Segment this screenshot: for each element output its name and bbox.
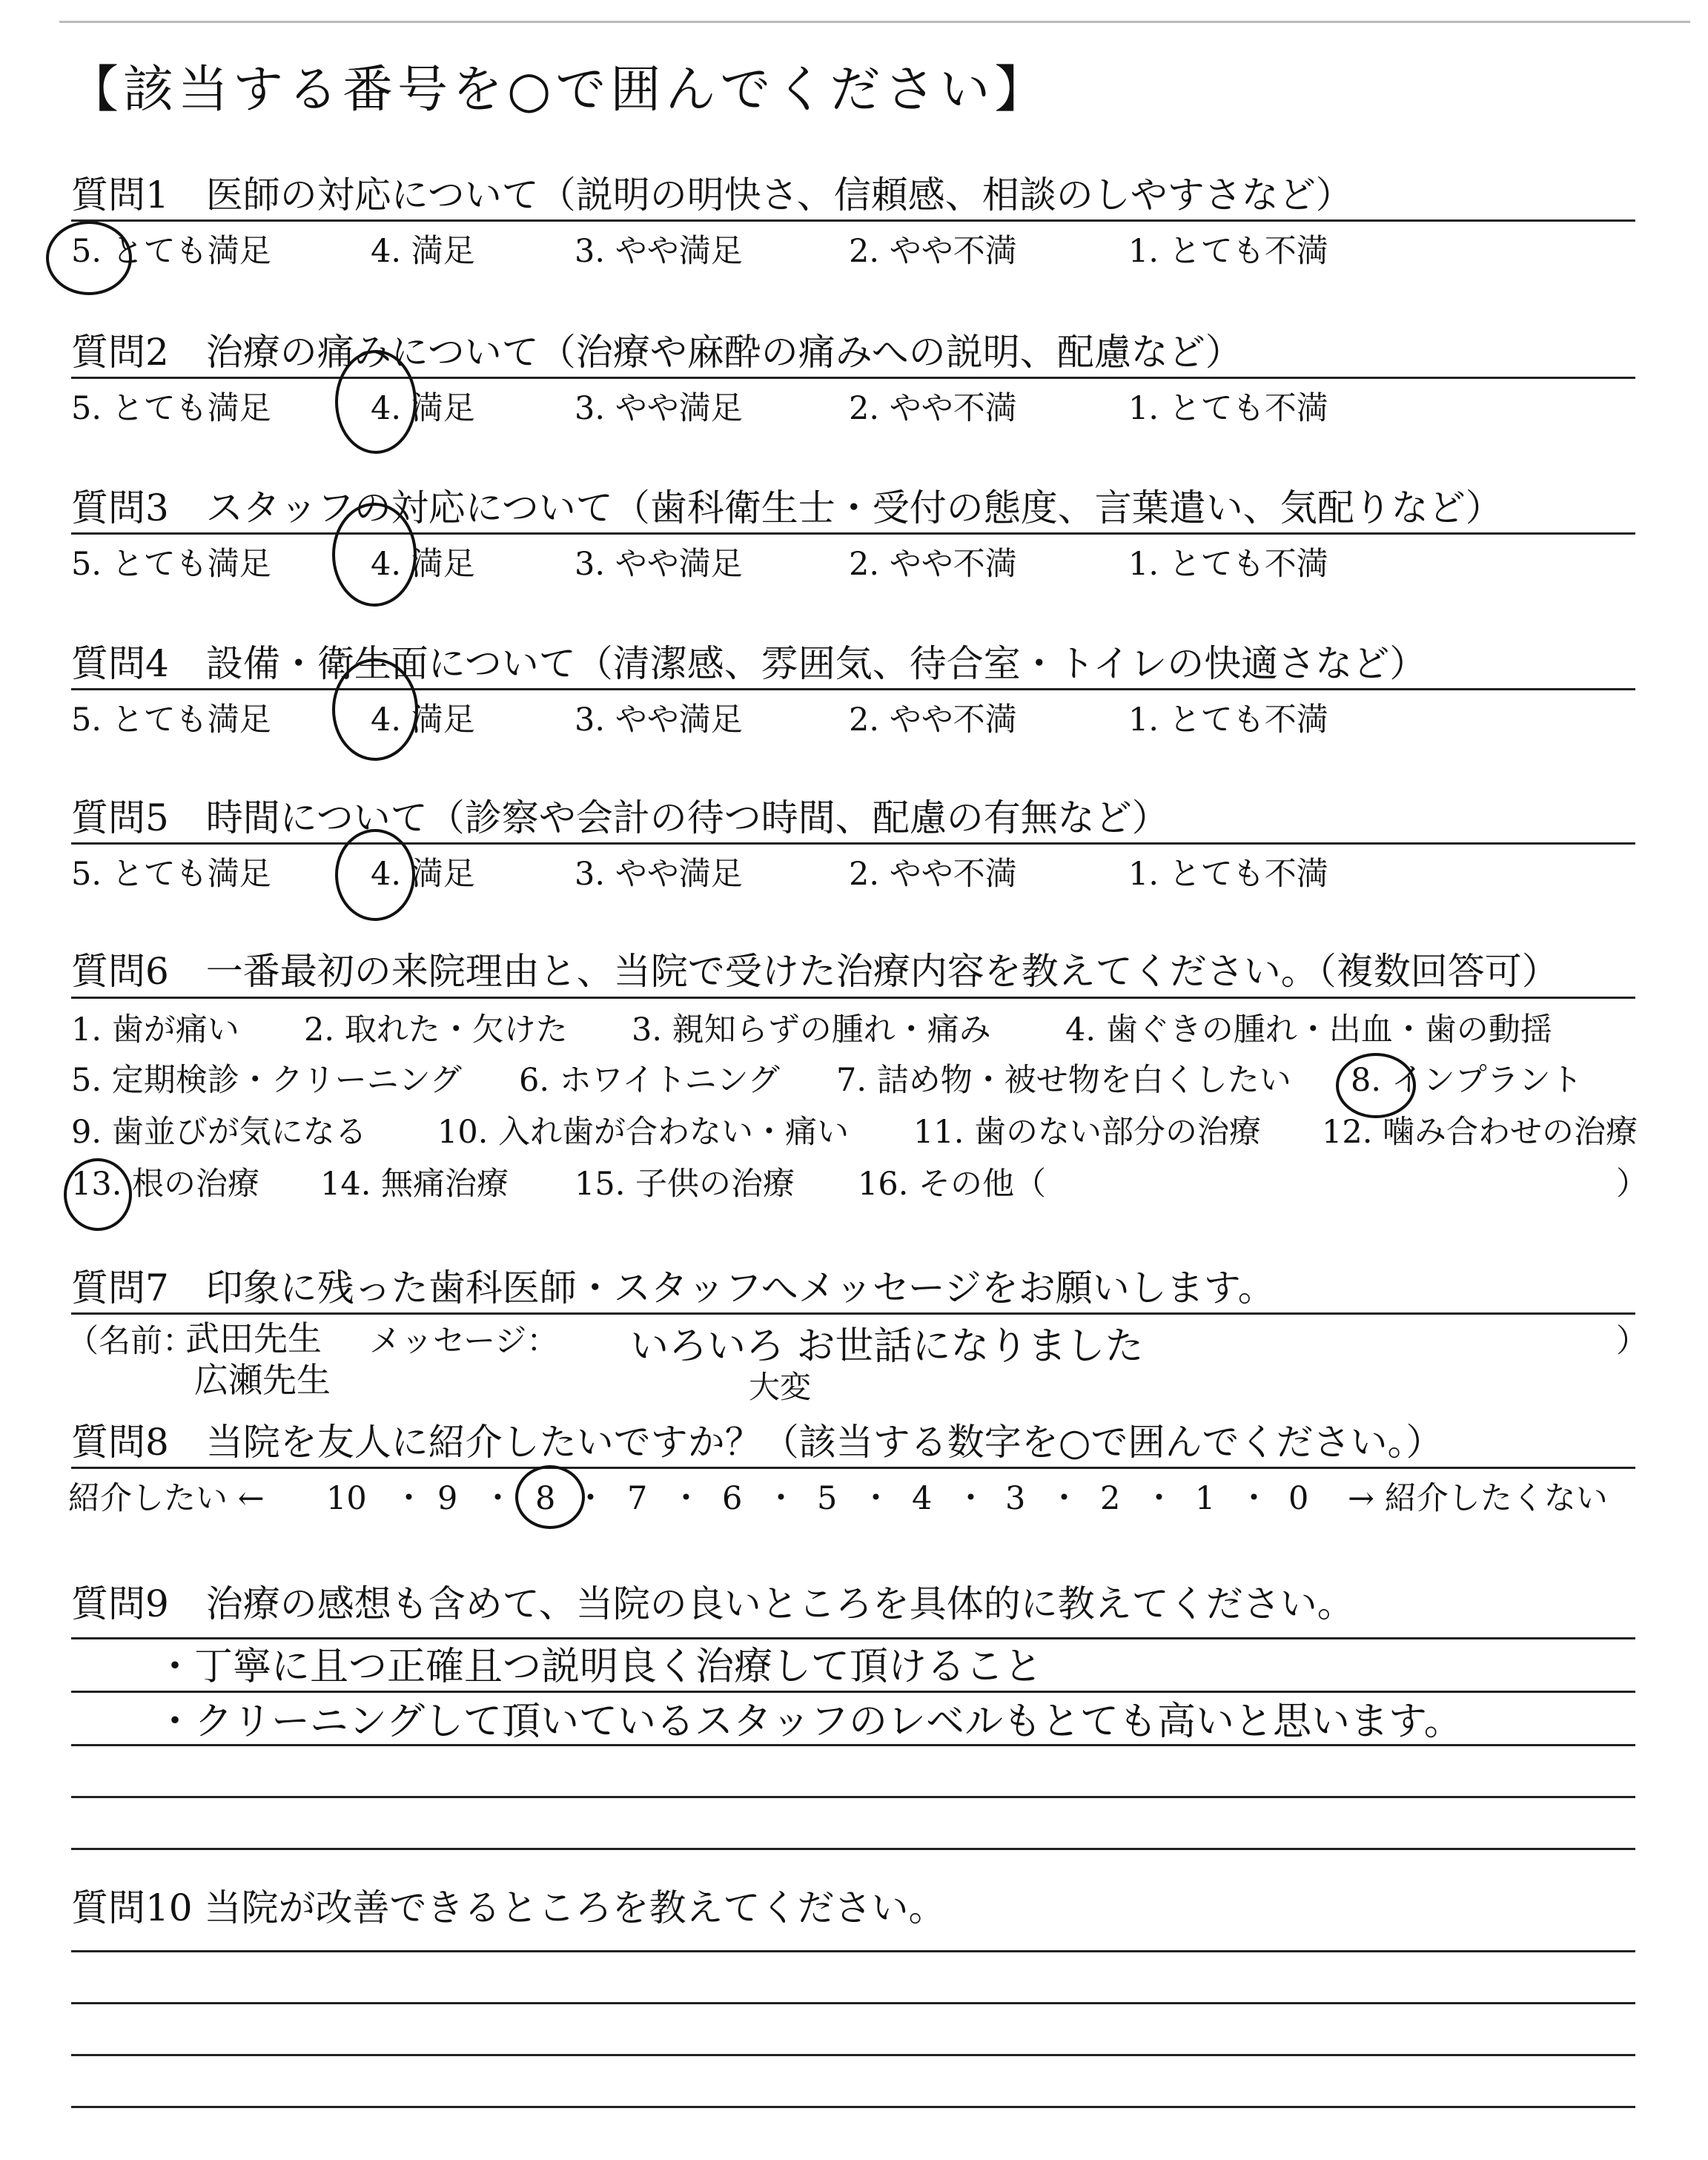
q6-option-1[interactable]: 1. 歯が痛い [71, 1011, 239, 1048]
q2-option-5[interactable]: 5. とても満足 [71, 390, 271, 427]
q6-option-4[interactable]: 4. 歯ぐきの腫れ・出血・歯の動揺 [1065, 1011, 1552, 1048]
q5-selected-circle [335, 829, 415, 921]
q2-title: 質問2 治療の痛みについて（治療や麻酔の痛みへの説明、配慮など） [71, 331, 1242, 374]
q6-option-7[interactable]: 7. 詰め物・被せ物を白くしたい [836, 1062, 1291, 1099]
q4-option-4[interactable]: 4. 満足 [371, 701, 475, 739]
q2-option-3[interactable]: 3. やや満足 [575, 390, 743, 427]
q6-title: 質問6 一番最初の来院理由と、当院で受けた治療内容を教えてください。（複数回答可） [71, 950, 1559, 993]
q1-option-4[interactable]: 4. 満足 [371, 233, 475, 270]
top-border [59, 21, 1690, 23]
q9-answer-1: ・丁寧に且つ正確且つ説明良く治療して頂けること [156, 1645, 1043, 1689]
q10-line-4 [71, 2106, 1635, 2108]
q8-sep-10: ・ [1238, 1480, 1270, 1517]
q8-num-0[interactable]: 0 [1288, 1480, 1309, 1517]
q9-line-2 [71, 1691, 1635, 1693]
q8-left-label: 紹介したい ← [68, 1480, 265, 1517]
q9-answer-2: ・クリーニングして頂いているスタッフのレベルもとても高いと思います。 [156, 1700, 1463, 1744]
q8-num-8[interactable]: 8 [535, 1480, 556, 1517]
q1-title: 質問1 医師の対応について（説明の明快さ、信頼感、相談のしやすさなど） [71, 174, 1353, 217]
q8-num-6[interactable]: 6 [722, 1480, 743, 1517]
q10-line-2 [71, 2002, 1635, 2004]
q1-selected-circle [46, 221, 132, 295]
q8-sep-7: ・ [955, 1480, 987, 1517]
q8-rule [71, 1467, 1635, 1469]
q3-option-5[interactable]: 5. とても満足 [71, 546, 271, 583]
q3-title: 質問3 スタッフの対応について（歯科衛生士・受付の態度、言葉遣い、気配りなど） [71, 486, 1503, 529]
q4-selected-circle [332, 658, 418, 761]
q8-sep-3: ・ [575, 1480, 606, 1517]
q4-option-3[interactable]: 3. やや満足 [575, 701, 743, 739]
q6-option-2[interactable]: 2. 取れた・欠けた [304, 1011, 568, 1048]
q3-option-2[interactable]: 2. やや不満 [849, 546, 1017, 583]
q9-title: 質問9 治療の感想も含めて、当院の良いところを具体的に教えてください。 [71, 1582, 1354, 1625]
q4-option-1[interactable]: 1. とても不満 [1128, 701, 1328, 739]
q9-line-5 [71, 1848, 1635, 1850]
q5-option-1[interactable]: 1. とても不満 [1128, 856, 1328, 893]
q6-option-14[interactable]: 14. 無痛治療 [320, 1166, 509, 1203]
q7-rule [71, 1312, 1635, 1315]
q2-option-2[interactable]: 2. やや不満 [849, 390, 1017, 427]
q1-option-1[interactable]: 1. とても不満 [1128, 233, 1328, 270]
q8-sep-9: ・ [1143, 1480, 1175, 1517]
q7-name-2: 広瀬先生 [194, 1360, 331, 1400]
q7-close-paren: ） [1616, 1323, 1648, 1360]
q2-option-4[interactable]: 4. 満足 [371, 390, 475, 427]
q10-line-3 [71, 2054, 1635, 2056]
q8-num-7[interactable]: 7 [627, 1480, 648, 1517]
q8-num-1[interactable]: 1 [1195, 1480, 1216, 1517]
q1-option-5[interactable]: 5. とても満足 [71, 233, 271, 270]
q8-num-9[interactable]: 9 [437, 1480, 458, 1517]
q5-title: 質問5 時間について（診察や会計の待つ時間、配慮の有無など） [71, 796, 1169, 839]
q8-num-3[interactable]: 3 [1005, 1480, 1026, 1517]
q8-right-label: → 紹介したくない [1348, 1480, 1608, 1517]
q6-other-close-paren: ） [1616, 1166, 1648, 1203]
q8-sep-5: ・ [765, 1480, 797, 1517]
q7-message-insertion: 大変 [749, 1369, 812, 1405]
q3-selected-circle [332, 503, 417, 607]
q6-rule [71, 997, 1635, 999]
q6-option-5[interactable]: 5. 定期検診・クリーニング [71, 1062, 462, 1099]
q2-rule [71, 377, 1635, 379]
q8-num-5[interactable]: 5 [817, 1480, 838, 1517]
q6-option-10[interactable]: 10. 入れ歯が合わない・痛い [437, 1114, 850, 1151]
q4-rule [71, 688, 1635, 690]
q5-option-3[interactable]: 3. やや満足 [575, 856, 743, 893]
q3-option-4[interactable]: 4. 満足 [371, 546, 475, 583]
q6-option-12[interactable]: 12. 噛み合わせの治療 [1322, 1114, 1638, 1151]
q7-name-1: 武田先生 [185, 1318, 322, 1358]
q8-sep-8: ・ [1048, 1480, 1080, 1517]
q8-sep-1: ・ [393, 1480, 425, 1517]
q1-option-2[interactable]: 2. やや不満 [849, 233, 1017, 270]
q7-message-label: メッセージ： [369, 1323, 559, 1360]
q3-option-3[interactable]: 3. やや満足 [575, 546, 743, 583]
q1-rule [71, 219, 1635, 222]
q3-rule [71, 532, 1635, 535]
q5-option-2[interactable]: 2. やや不満 [849, 856, 1017, 893]
q9-line-3 [71, 1744, 1635, 1746]
q8-sep-4: ・ [670, 1480, 702, 1517]
q2-option-1[interactable]: 1. とても不満 [1128, 390, 1328, 427]
q4-option-5[interactable]: 5. とても満足 [71, 701, 271, 739]
q9-line-1 [71, 1637, 1635, 1639]
q6-option-8[interactable]: 8. インプラント [1351, 1062, 1583, 1099]
q7-name-label: （名前： [67, 1323, 194, 1360]
q8-num-10[interactable]: 10 [326, 1480, 367, 1517]
q8-title: 質問8 当院を友人に紹介したいですか？（該当する数字を○で囲んでください。） [71, 1421, 1443, 1464]
q6-option-13[interactable]: 13. 根の治療 [71, 1166, 260, 1203]
q6-option-9[interactable]: 9. 歯並びが気になる [71, 1114, 367, 1151]
q8-num-4[interactable]: 4 [912, 1480, 933, 1517]
q8-selected-circle [515, 1465, 585, 1529]
q7-message: いろいろ お世話になりました [630, 1324, 1144, 1369]
q9-line-4 [71, 1796, 1635, 1798]
instruction-header: 【該当する番号を○で囲んでください】 [68, 61, 1050, 119]
q8-num-2[interactable]: 2 [1100, 1480, 1121, 1517]
q2-selected-circle [335, 350, 417, 454]
q8-sep-6: ・ [860, 1480, 892, 1517]
q10-title: 質問10 当院が改善できるところを教えてください。 [71, 1886, 946, 1929]
q6-option-15[interactable]: 15. 子供の治療 [575, 1166, 795, 1203]
q3-option-1[interactable]: 1. とても不満 [1128, 546, 1328, 583]
q5-option-5[interactable]: 5. とても満足 [71, 856, 271, 893]
q8-sep-2: ・ [482, 1480, 514, 1517]
q6-option-3[interactable]: 3. 親知らずの腫れ・痛み [632, 1011, 991, 1048]
q6-option-16[interactable]: 16. その他（ [858, 1166, 1047, 1203]
q6-option-6[interactable]: 6. ホワイトニング [519, 1062, 780, 1099]
q4-title: 質問4 設備・衛生面について（清潔感、雰囲気、待合室・トイレの快適さなど） [71, 642, 1427, 685]
q1-option-3[interactable]: 3. やや満足 [575, 233, 743, 270]
q4-option-2[interactable]: 2. やや不満 [849, 701, 1017, 739]
q10-line-1 [71, 1950, 1635, 1952]
q6-selected-circle-8 [1336, 1053, 1416, 1118]
q7-title: 質問7 印象に残った歯科医師・スタッフへメッセージをお願いします。 [71, 1266, 1275, 1309]
q5-rule [71, 842, 1635, 845]
q6-selected-circle-13 [64, 1158, 132, 1231]
q5-option-4[interactable]: 4. 満足 [371, 856, 475, 893]
q6-option-11[interactable]: 11. 歯のない部分の治療 [913, 1114, 1262, 1151]
